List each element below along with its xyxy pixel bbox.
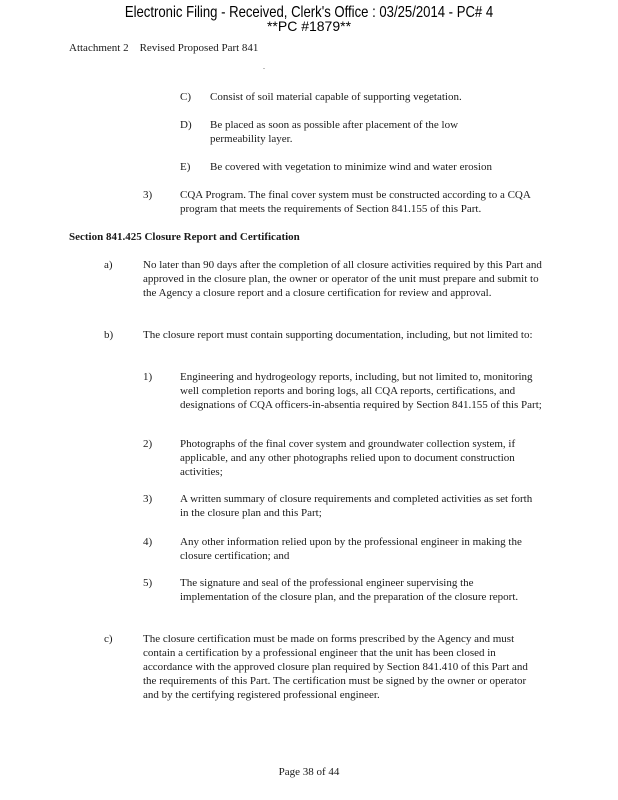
b-item-1-label: 1) <box>143 371 153 383</box>
item-c-label: C) <box>180 91 191 103</box>
b-item-2-text: Photographs of the final cover system and groundwater collection system, if applicable, and any other photographs relied upon to document construction activities; <box>180 438 516 478</box>
filing-stamp-line1: Electronic Filing - Received, Clerk's Office : 03/25/2014 - PC# 4 <box>124 4 494 21</box>
b-item-4-text: Any other information relied upon by the professional engineer in making the closure certification; and <box>180 536 522 562</box>
b-item-3-text: A written summary of closure requirements and completed activities as set forth in the closure plan and this Part; <box>180 493 533 519</box>
para-b-label: b) <box>104 329 114 341</box>
attachment-header: Attachment 2 Revised Proposed Part 841 <box>69 42 259 54</box>
b-item-4-label: 4) <box>143 536 153 548</box>
item-e-text: Be covered with vegetation to minimize wind and water erosion <box>210 161 492 173</box>
b-item-5-text: The signature and seal of the professional engineer supervising the implementation of the closure plan, and the preparation of the closure report. <box>180 577 519 603</box>
b-item-5-label: 5) <box>143 577 153 589</box>
para-c-text: The closure certification must be made on forms prescribed by the Agency and must contain a certification by a professional engineer that the unit has been closed in accordance with the approved closure plan required by Section 841.410 of this Part and the requirements of this Part. The certification must be signed by the owner or operator and by the certifying registered professional engineer. <box>143 633 528 701</box>
page-number: Page 38 of 44 <box>278 766 340 778</box>
item-d-label: D) <box>180 119 192 131</box>
para-a-text: No later than 90 days after the completion of all closure activities required by this Part and approved in the closure plan, the owner or operator of the unit must prepare and submit to the Agency a closure report and a closure certification for review and approval. <box>143 259 542 299</box>
item-3-label: 3) <box>143 189 153 201</box>
scan-speck: . <box>263 62 265 71</box>
section-title: Section 841.425 Closure Report and Certification <box>69 231 300 243</box>
item-e-label: E) <box>180 161 191 173</box>
b-item-1-text: Engineering and hydrogeology reports, including, but not limited to, monitoring well completion reports and boring logs, all CQA reports, certifications, and designations of CQA officers-in-absentia required by Section 841.155 of this Part; <box>180 371 542 411</box>
b-item-2-label: 2) <box>143 438 153 450</box>
para-c-label: c) <box>104 633 113 645</box>
item-c-text: Consist of soil material capable of supporting vegetation. <box>210 91 462 103</box>
para-b-text: The closure report must contain supporting documentation, including, but not limited to: <box>143 329 533 341</box>
b-item-3-label: 3) <box>143 493 153 505</box>
item-3-text: CQA Program. The final cover system must be constructed according to a CQA program that meets the requirements of Section 841.155 of this Part. <box>180 189 531 215</box>
filing-stamp-line2: **PC #1879** <box>266 18 352 34</box>
para-a-label: a) <box>104 259 113 271</box>
item-d-text: Be placed as soon as possible after placement of the low permeability layer. <box>210 119 459 145</box>
